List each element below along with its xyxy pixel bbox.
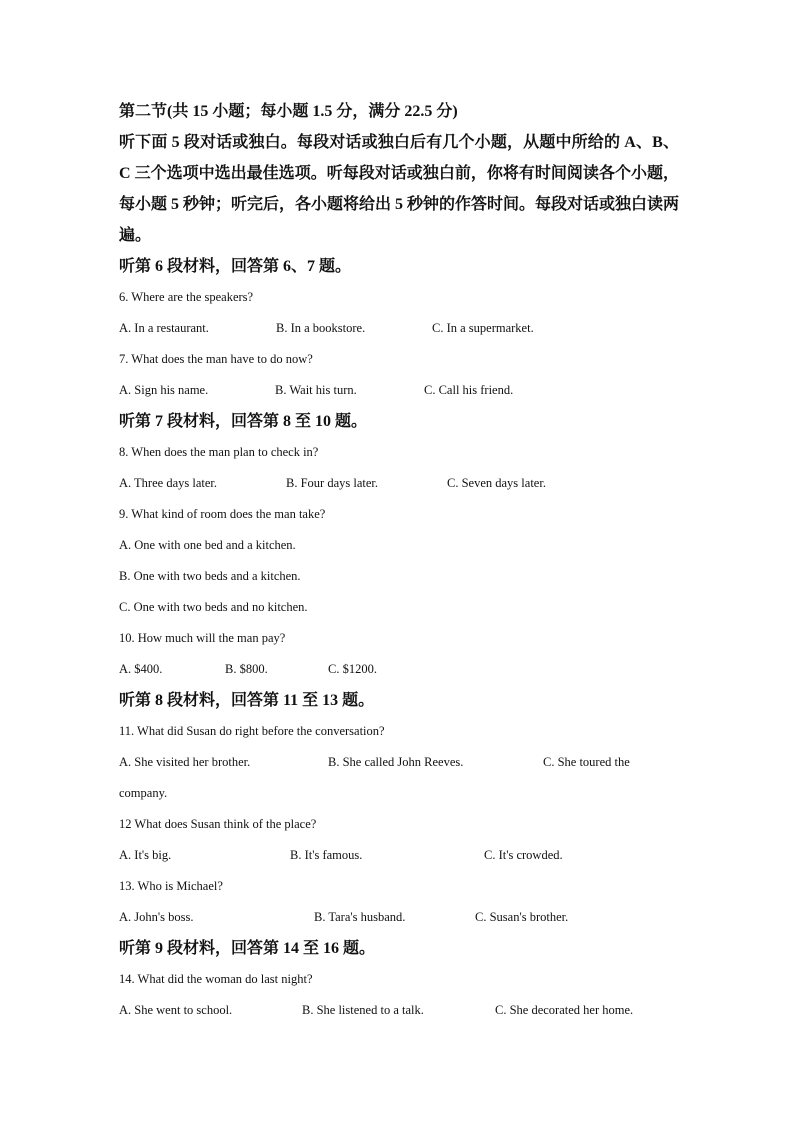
option-c: C. She toured the: [543, 755, 630, 769]
question-12: 12 What does Susan think of the place?: [119, 817, 317, 831]
option-b: B. Tara's husband.: [314, 910, 406, 924]
option-c: C. Seven days later.: [447, 476, 546, 490]
question-14: 14. What did the woman do last night?: [119, 972, 313, 986]
option-c: C. She decorated her home.: [495, 1003, 634, 1017]
part-header: 听第 7 段材料，回答第 8 至 10 题。: [119, 413, 368, 430]
question-9: 9. What kind of room does the man take?: [119, 507, 326, 521]
option-b: B. $800.: [225, 662, 268, 676]
option-a: A. $400.: [119, 662, 163, 676]
options-7: [119, 375, 679, 406]
option-b: B. Four days later.: [286, 476, 379, 490]
option-a: A. John's boss.: [119, 910, 194, 924]
options-6: [119, 313, 679, 344]
option-a: A. She went to school.: [119, 1003, 233, 1017]
part-header: 听第 9 段材料，回答第 14 至 16 题。: [119, 940, 376, 957]
option-c: C. Call his friend.: [424, 383, 514, 397]
option-b: B. She called John Reeves.: [328, 755, 464, 769]
section-title: 第二节(共 15 小题；每小题 1.5 分，满分 22.5 分): [119, 103, 458, 120]
question-11: 11. What did Susan do right before the conversation?: [119, 724, 385, 738]
part-header: 听第 6 段材料，回答第 6、7 题。: [119, 258, 352, 275]
option-c: C. In a supermarket.: [432, 321, 534, 335]
section-instructions: 听下面 5 段对话或独白。每段对话或独白后有几个小题，从题中所给的 A、B、C 三个选项中选出最佳选项。听每段对话或独白前，你将有时间阅读各个小题，每小题 5 秒钟；听完后，各小题将给出 5 秒钟的作答时间。每段对话或独白读两遍。: [119, 134, 680, 244]
part-header: 听第 8 段材料，回答第 11 至 13 题。: [119, 692, 375, 709]
question-6: 6. Where are the speakers?: [119, 290, 254, 304]
question-10: 10. How much will the man pay?: [119, 631, 286, 645]
option-a: A. Three days later.: [119, 476, 217, 490]
option-b: B. One with two beds and a kitchen.: [119, 569, 301, 583]
option-b: B. It's famous.: [290, 848, 363, 862]
option-b: B. In a bookstore.: [276, 321, 366, 335]
options-10: [119, 654, 679, 685]
question-7: 7. What does the man have to do now?: [119, 352, 313, 366]
option-a: A. It's big.: [119, 848, 172, 862]
option-c-continued: company.: [119, 786, 168, 800]
option-c: C. It's crowded.: [484, 848, 563, 862]
question-8: 8. When does the man plan to check in?: [119, 445, 319, 459]
option-b: B. Wait his turn.: [275, 383, 357, 397]
option-a: A. Sign his name.: [119, 383, 209, 397]
option-a: A. She visited her brother.: [119, 755, 251, 769]
exam-page: [119, 96, 679, 1026]
option-a: A. In a restaurant.: [119, 321, 209, 335]
question-13: 13. Who is Michael?: [119, 879, 223, 893]
options-13: [119, 902, 679, 933]
option-c: C. Susan's brother.: [475, 910, 569, 924]
option-c: C. $1200.: [328, 662, 377, 676]
option-a: A. One with one bed and a kitchen.: [119, 538, 296, 552]
option-c: C. One with two beds and no kitchen.: [119, 600, 308, 614]
options-14: [119, 995, 679, 1026]
options-8: [119, 468, 679, 499]
options-12: [119, 840, 679, 871]
option-b: B. She listened to a talk.: [302, 1003, 424, 1017]
options-11: [119, 747, 679, 778]
